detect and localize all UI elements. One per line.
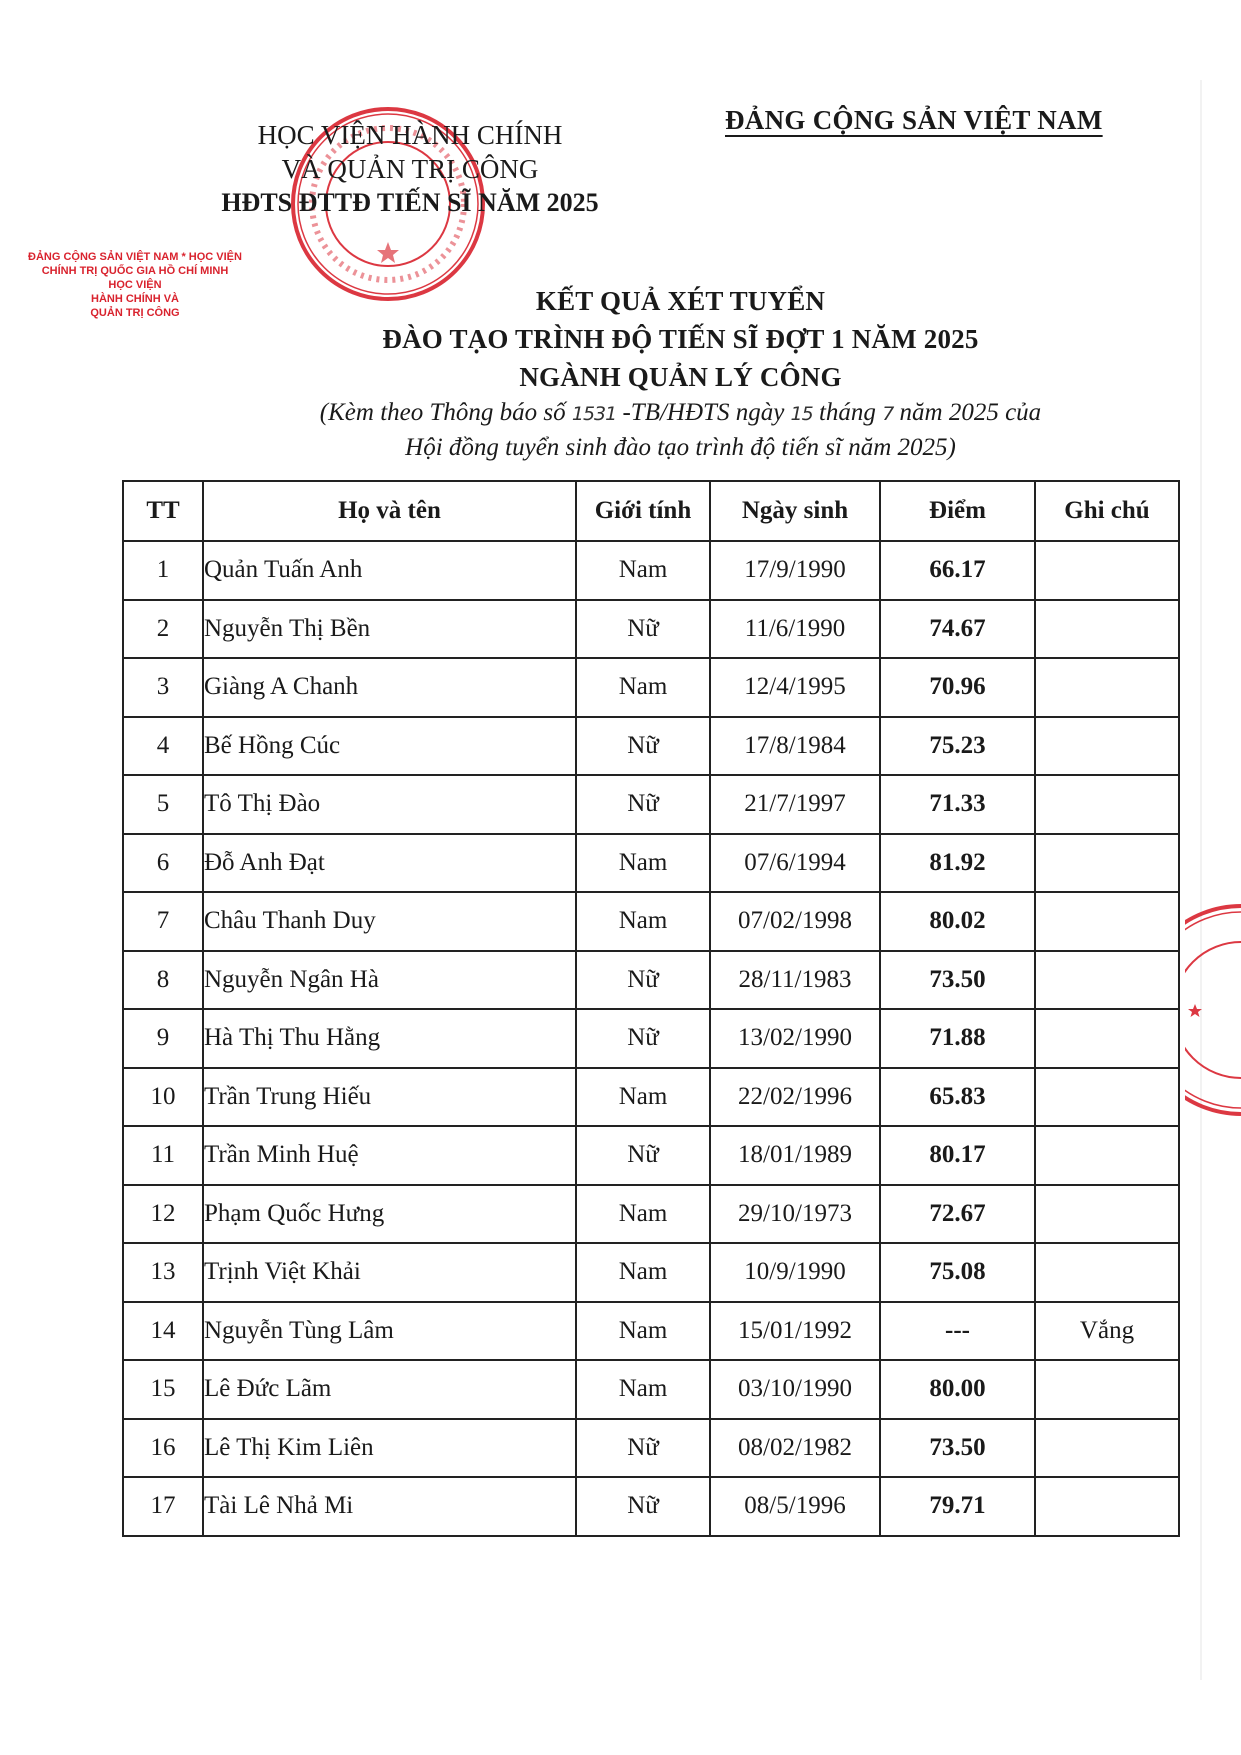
table-row	[123, 775, 1179, 834]
candidate-score: 75.23	[880, 717, 1035, 776]
candidate-gender: Nữ	[576, 1419, 710, 1478]
candidate-gender: Nữ	[576, 1126, 710, 1185]
table-row	[123, 1243, 1179, 1302]
candidate-name: Tài Lê Nhả Mi	[203, 1477, 576, 1536]
candidate-name: Phạm Quốc Hưng	[203, 1185, 576, 1244]
candidate-dob: 11/6/1990	[710, 600, 880, 659]
candidate-note	[1035, 1126, 1179, 1185]
candidate-score: 81.92	[880, 834, 1035, 893]
candidate-score: 66.17	[880, 541, 1035, 600]
table-row	[123, 834, 1179, 893]
title-line-3: NGÀNH QUẢN LÝ CÔNG	[519, 362, 842, 392]
candidate-dob: 07/6/1994	[710, 834, 880, 893]
candidate-note	[1035, 1477, 1179, 1536]
candidate-dob: 18/01/1989	[710, 1126, 880, 1185]
candidate-name: Bế Hồng Cúc	[203, 717, 576, 776]
table-row	[123, 541, 1179, 600]
row-index: 7	[123, 892, 203, 951]
candidate-name: Lê Đức Lãm	[203, 1360, 576, 1419]
candidate-name: Tô Thị Đào	[203, 775, 576, 834]
table-row	[123, 1009, 1179, 1068]
table-row	[123, 1302, 1179, 1361]
row-index: 5	[123, 775, 203, 834]
candidate-dob: 13/02/1990	[710, 1009, 880, 1068]
candidate-score: 80.00	[880, 1360, 1035, 1419]
org-line-1: HỌC VIỆN HÀNH CHÍNH	[257, 120, 563, 150]
header-name: Họ và tên	[203, 481, 576, 541]
candidate-dob: 03/10/1990	[710, 1360, 880, 1419]
table-row	[123, 1185, 1179, 1244]
candidate-name: Trịnh Việt Khải	[203, 1243, 576, 1302]
candidate-dob: 17/8/1984	[710, 717, 880, 776]
table-header-row	[123, 481, 1179, 541]
stamp-line-2: HÀNH CHÍNH VÀ	[91, 293, 179, 305]
candidate-note	[1035, 1360, 1179, 1419]
candidate-note	[1035, 1419, 1179, 1478]
candidate-gender: Nam	[576, 1068, 710, 1127]
candidate-score: 74.67	[880, 600, 1035, 659]
table-row	[123, 1068, 1179, 1127]
candidate-gender: Nữ	[576, 717, 710, 776]
org-line-3: HĐTS ĐTTĐ TIẾN SĨ NĂM 2025	[221, 188, 599, 217]
official-seal-stamp-partial-icon	[1185, 900, 1241, 1120]
row-index: 14	[123, 1302, 203, 1361]
candidate-score: 73.50	[880, 951, 1035, 1010]
candidate-score: 71.33	[880, 775, 1035, 834]
candidate-note	[1035, 1068, 1179, 1127]
stamp-line-1: HỌC VIỆN	[108, 279, 162, 291]
candidate-note	[1035, 892, 1179, 951]
candidate-name: Lê Thị Kim Liên	[203, 1419, 576, 1478]
candidate-gender: Nam	[576, 834, 710, 893]
candidate-dob: 17/9/1990	[710, 541, 880, 600]
table-row	[123, 1126, 1179, 1185]
candidate-name: Trần Trung Hiếu	[203, 1068, 576, 1127]
candidate-score: 80.02	[880, 892, 1035, 951]
issuing-organization	[170, 118, 650, 220]
row-index: 12	[123, 1185, 203, 1244]
candidate-name: Quản Tuấn Anh	[203, 541, 576, 600]
table-row	[123, 1419, 1179, 1478]
candidate-dob: 12/4/1995	[710, 658, 880, 717]
notice-month: 7	[882, 403, 894, 425]
header-note: Ghi chú	[1035, 481, 1179, 541]
candidate-dob: 15/01/1992	[710, 1302, 880, 1361]
candidate-gender: Nữ	[576, 600, 710, 659]
candidate-dob: 08/02/1982	[710, 1419, 880, 1478]
candidate-gender: Nam	[576, 1360, 710, 1419]
admission-results-table	[122, 480, 1180, 1537]
candidate-name: Nguyễn Thị Bền	[203, 600, 576, 659]
stamp-line-3: QUẢN TRỊ CÔNG	[90, 307, 180, 319]
candidate-score: 71.88	[880, 1009, 1035, 1068]
candidate-dob: 28/11/1983	[710, 951, 880, 1010]
row-index: 8	[123, 951, 203, 1010]
candidate-gender: Nữ	[576, 775, 710, 834]
table-row	[123, 1477, 1179, 1536]
candidate-note	[1035, 600, 1179, 659]
candidate-name: Giàng A Chanh	[203, 658, 576, 717]
notice-number: 1531	[571, 403, 617, 425]
header-gender: Giới tính	[576, 481, 710, 541]
table-row	[123, 600, 1179, 659]
candidate-gender: Nam	[576, 658, 710, 717]
candidate-name: Châu Thanh Duy	[203, 892, 576, 951]
candidate-score: 79.71	[880, 1477, 1035, 1536]
candidate-score: 75.08	[880, 1243, 1035, 1302]
candidate-score: 80.17	[880, 1126, 1035, 1185]
candidate-score: 65.83	[880, 1068, 1035, 1127]
table-row	[123, 717, 1179, 776]
row-index: 1	[123, 541, 203, 600]
candidate-note	[1035, 1185, 1179, 1244]
table-row	[123, 951, 1179, 1010]
candidate-name: Đỗ Anh Đạt	[203, 834, 576, 893]
candidate-name: Nguyễn Tùng Lâm	[203, 1302, 576, 1361]
stamp-outer-text: ĐẢNG CỘNG SẢN VIỆT NAM * HỌC VIỆN CHÍNH TRỊ QUỐC GIA HỒ CHÍ MINH	[28, 251, 242, 277]
candidate-dob: 22/02/1996	[710, 1068, 880, 1127]
row-index: 13	[123, 1243, 203, 1302]
scan-edge	[1200, 80, 1202, 1680]
row-index: 15	[123, 1360, 203, 1419]
title-line-1: KẾT QUẢ XÉT TUYỂN	[535, 286, 826, 316]
candidate-score: 73.50	[880, 1419, 1035, 1478]
candidate-gender: Nam	[576, 892, 710, 951]
candidate-gender: Nữ	[576, 1477, 710, 1536]
candidate-dob: 10/9/1990	[710, 1243, 880, 1302]
candidate-note	[1035, 658, 1179, 717]
candidate-score: 70.96	[880, 658, 1035, 717]
row-index: 10	[123, 1068, 203, 1127]
header-dob: Ngày sinh	[710, 481, 880, 541]
party-name: ĐẢNG CỘNG SẢN VIỆT NAM	[725, 105, 1103, 135]
row-index: 9	[123, 1009, 203, 1068]
table-row	[123, 1360, 1179, 1419]
document-title	[250, 282, 1111, 465]
candidate-gender: Nam	[576, 1185, 710, 1244]
candidate-score: ---	[880, 1302, 1035, 1361]
row-index: 11	[123, 1126, 203, 1185]
candidate-dob: 08/5/1996	[710, 1477, 880, 1536]
candidate-note	[1035, 1009, 1179, 1068]
reference-note-line-2: Hội đồng tuyển sinh đào tạo trình độ tiến sĩ năm 2025)	[405, 434, 956, 461]
title-line-2: ĐÀO TẠO TRÌNH ĐỘ TIẾN SĨ ĐỢT 1 NĂM 2025	[382, 324, 979, 354]
candidate-name: Trần Minh Huệ	[203, 1126, 576, 1185]
row-index: 6	[123, 834, 203, 893]
candidate-gender: Nữ	[576, 1009, 710, 1068]
org-line-2: VÀ QUẢN TRỊ CÔNG	[281, 154, 539, 184]
candidate-note	[1035, 951, 1179, 1010]
candidate-dob: 07/02/1998	[710, 892, 880, 951]
candidate-note	[1035, 834, 1179, 893]
header-tt: TT	[123, 481, 203, 541]
candidate-score: 72.67	[880, 1185, 1035, 1244]
candidate-note	[1035, 1243, 1179, 1302]
candidate-dob: 21/7/1997	[710, 775, 880, 834]
candidate-name: Hà Thị Thu Hằng	[203, 1009, 576, 1068]
seal-inscription	[20, 250, 250, 320]
row-index: 2	[123, 600, 203, 659]
table-row	[123, 658, 1179, 717]
row-index: 17	[123, 1477, 203, 1536]
header-score: Điểm	[880, 481, 1035, 541]
table-row	[123, 892, 1179, 951]
candidate-note: Vắng	[1035, 1302, 1179, 1361]
candidate-name: Nguyễn Ngân Hà	[203, 951, 576, 1010]
notice-day: 15	[790, 403, 813, 425]
candidate-gender: Nữ	[576, 951, 710, 1010]
candidate-gender: Nam	[576, 1302, 710, 1361]
candidate-note	[1035, 541, 1179, 600]
candidate-note	[1035, 717, 1179, 776]
candidate-gender: Nam	[576, 1243, 710, 1302]
row-index: 4	[123, 717, 203, 776]
candidate-note	[1035, 775, 1179, 834]
reference-note: (Kèm theo Thông báo số 1531 -TB/HĐTS ngày 15 tháng 7 năm 2025 của	[319, 399, 1042, 426]
row-index: 16	[123, 1419, 203, 1478]
candidate-dob: 29/10/1973	[710, 1185, 880, 1244]
candidate-gender: Nam	[576, 541, 710, 600]
row-index: 3	[123, 658, 203, 717]
